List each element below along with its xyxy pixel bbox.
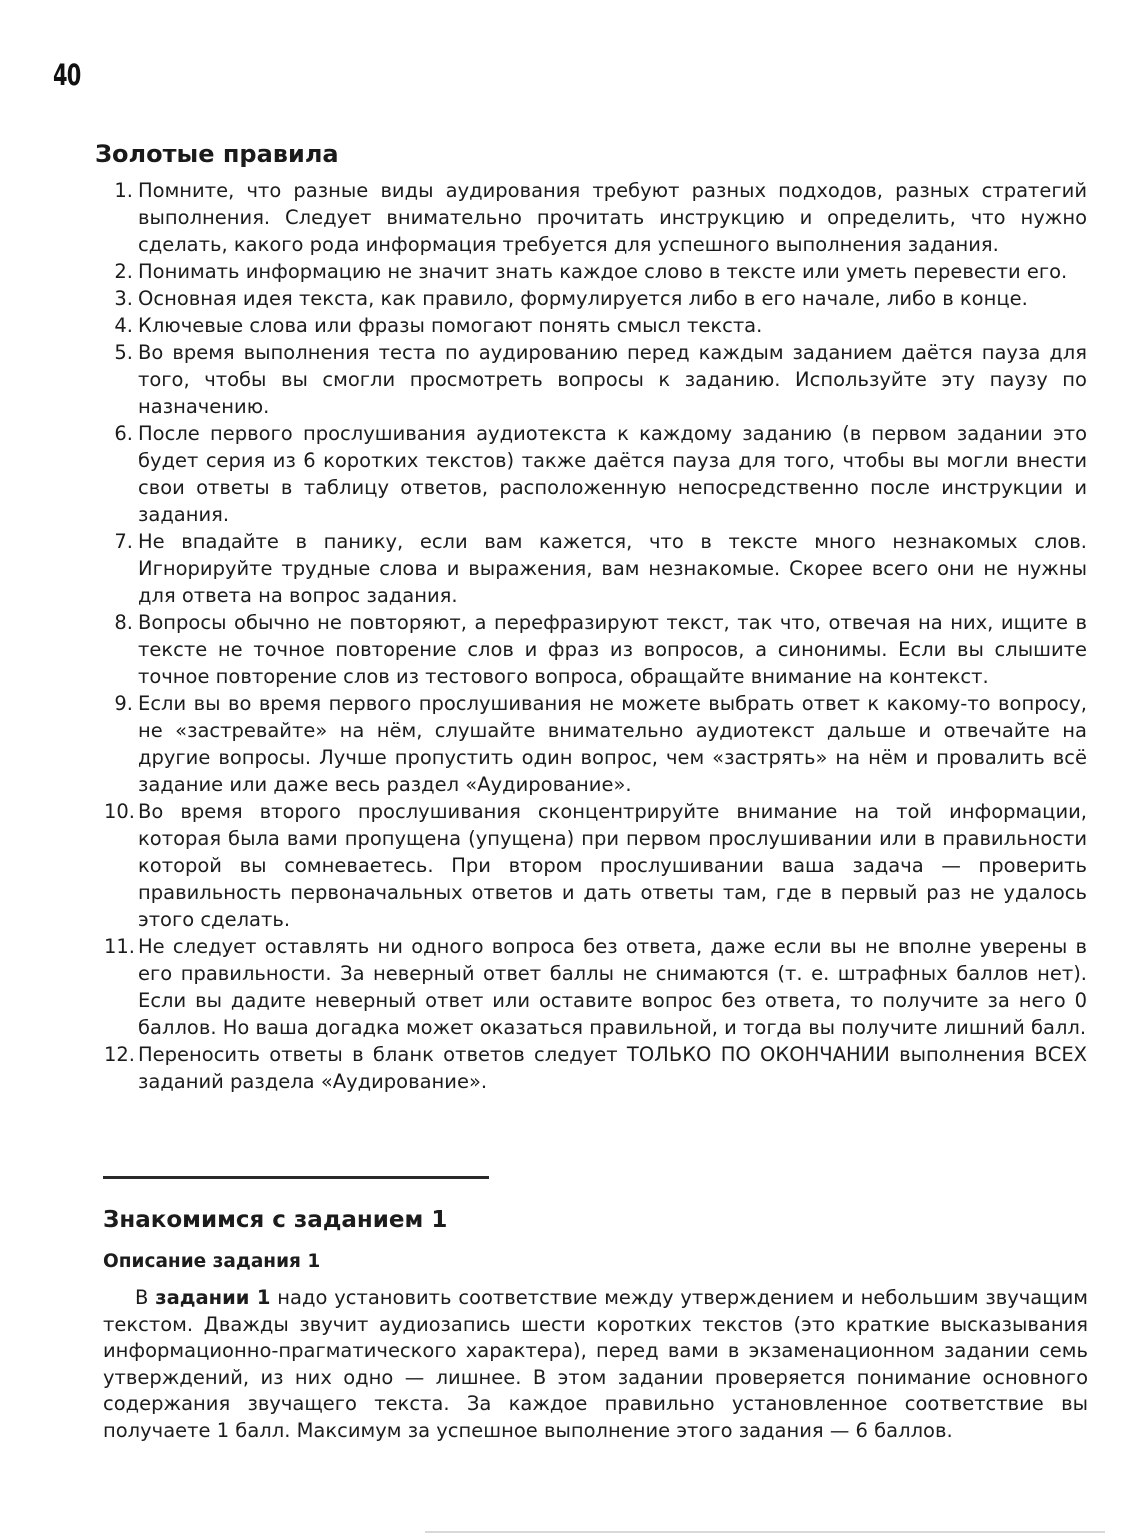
rule-text: Вопросы обычно не повторяют, а перефразируют текст, так что, отвечая на них, ищите в тексте не точное повторение слов и фраз из вопросов, а синонимы. Если вы слышите точное повторение слов из тестового вопроса, обращайте внимание на контекст. [138, 611, 1087, 688]
section-divider [103, 1176, 489, 1179]
rule-text: Не следует оставлять ни одного вопроса без ответа, даже если вы не вполне уверены в его правильности. За неверный ответ баллы не снимаются (т. е. штрафных баллов нет). Если вы дадите неверный ответ или оставите вопрос без ответа, то получите за него 0 баллов. Но ваша догадка может оказаться правильной, и тогда вы получите лишний балл. [138, 935, 1087, 1039]
rule-text: Во время второго прослушивания сконцентрируйте внимание на той информации, которая была вами пропущена (упущена) при первом прослушивании или в правильности которой вы сомневаетесь. При втором прослушивании ваша задача — проверить правильность первоначальных ответов и дать ответы там, где в первый раз не удалось этого сделать. [138, 800, 1087, 931]
rule-item [95, 312, 1087, 339]
rule-number: 8. [114, 611, 133, 634]
rule-number: 3. [114, 287, 133, 310]
rule-text: Если вы во время первого прослушивания не можете выбрать ответ к какому-то вопросу, не «застревайте» на нём, слушайте внимательно аудиотекст дальше и отвечайте на другие вопросы. Лучше пропустить один вопрос, чем «застрять» на нём и провалить всё задание или даже весь раздел «Аудирование». [138, 692, 1087, 796]
rule-text: Не впадайте в панику, если вам кажется, что в тексте много незнакомых слов. Игнорируйте трудные слова и выражения, вам незнакомые. Скорее всего они не нужны для ответа на вопрос задания. [138, 530, 1087, 607]
rule-number: 9. [114, 692, 133, 715]
rule-item [95, 690, 1087, 798]
rule-text: Основная идея текста, как правило, формулируется либо в его начале, либо в конце. [138, 287, 1028, 310]
rule-item [95, 609, 1087, 690]
rule-number: 4. [114, 314, 133, 337]
task-description-paragraph [103, 1285, 1088, 1444]
rule-item [95, 339, 1087, 420]
rule-item [95, 177, 1087, 258]
rule-item [95, 420, 1087, 528]
rule-number: 12. [103, 1043, 135, 1066]
rule-number: 6. [114, 422, 133, 445]
rule-item [95, 1041, 1087, 1095]
page-bottom-edge [425, 1531, 1105, 1533]
rule-item [95, 258, 1087, 285]
task-section-heading: Знакомимся с заданием 1 [103, 1207, 448, 1233]
rule-text: Переносить ответы в бланк ответов следует ТОЛЬКО ПО ОКОНЧАНИИ выполнения ВСЕХ заданий раздела «Аудирование». [138, 1043, 1087, 1093]
description-body: надо установить соответствие между утверждением и небольшим звучащим текстом. Дважды звучит аудиозапись шести коротких текстов (это краткие высказывания информационно-прагматического характера), перед вами в экзаменационном задании семь утверждений, из них одно — лишнее. В этом задании проверяется понимание основного содержания звучащего текста. За каждое правильно установленное соответствие вы получаете 1 балл. Максимум за успешное выполнение этого задания — 6 баллов. [103, 1286, 1089, 1442]
page-number: 40 [53, 58, 81, 92]
rule-item [95, 798, 1087, 933]
rule-text: Помните, что разные виды аудирования требуют разных подходов, разных стратегий выполнения. Следует внимательно прочитать инструкцию и определить, что нужно сделать, какого рода информация требуется для успешного выполнения задания. [138, 179, 1087, 256]
rule-text: Ключевые слова или фразы помогают понять смысл текста. [138, 314, 763, 337]
description-lead: В [135, 1286, 156, 1309]
rule-number: 5. [114, 341, 133, 364]
rule-number: 2. [114, 260, 133, 283]
task-description-heading: Описание задания 1 [103, 1251, 321, 1272]
rule-item [95, 933, 1087, 1041]
golden-rules-heading: Золотые правила [95, 140, 339, 168]
golden-rules-list [95, 177, 1087, 1095]
description-bold-phrase: задании 1 [155, 1286, 271, 1309]
rule-number: 1. [114, 179, 133, 202]
rule-text: Понимать информацию не значит знать каждое слово в тексте или уметь перевести его. [138, 260, 1068, 283]
rule-text: После первого прослушивания аудиотекста к каждому заданию (в первом задании это будет серия из 6 коротких текстов) также даётся пауза для того, чтобы вы могли внести свои ответы в таблицу ответов, расположенную непосредственно после инструкции и задания. [138, 422, 1087, 526]
rule-number: 7. [114, 530, 133, 553]
rule-text: Во время выполнения теста по аудированию перед каждым заданием даётся пауза для того, чтобы вы смогли просмотреть вопросы к заданию. Используйте эту паузу по назначению. [138, 341, 1087, 418]
rule-item [95, 285, 1087, 312]
rule-item [95, 528, 1087, 609]
rule-number: 10. [103, 800, 135, 823]
rule-number: 11. [103, 935, 135, 958]
